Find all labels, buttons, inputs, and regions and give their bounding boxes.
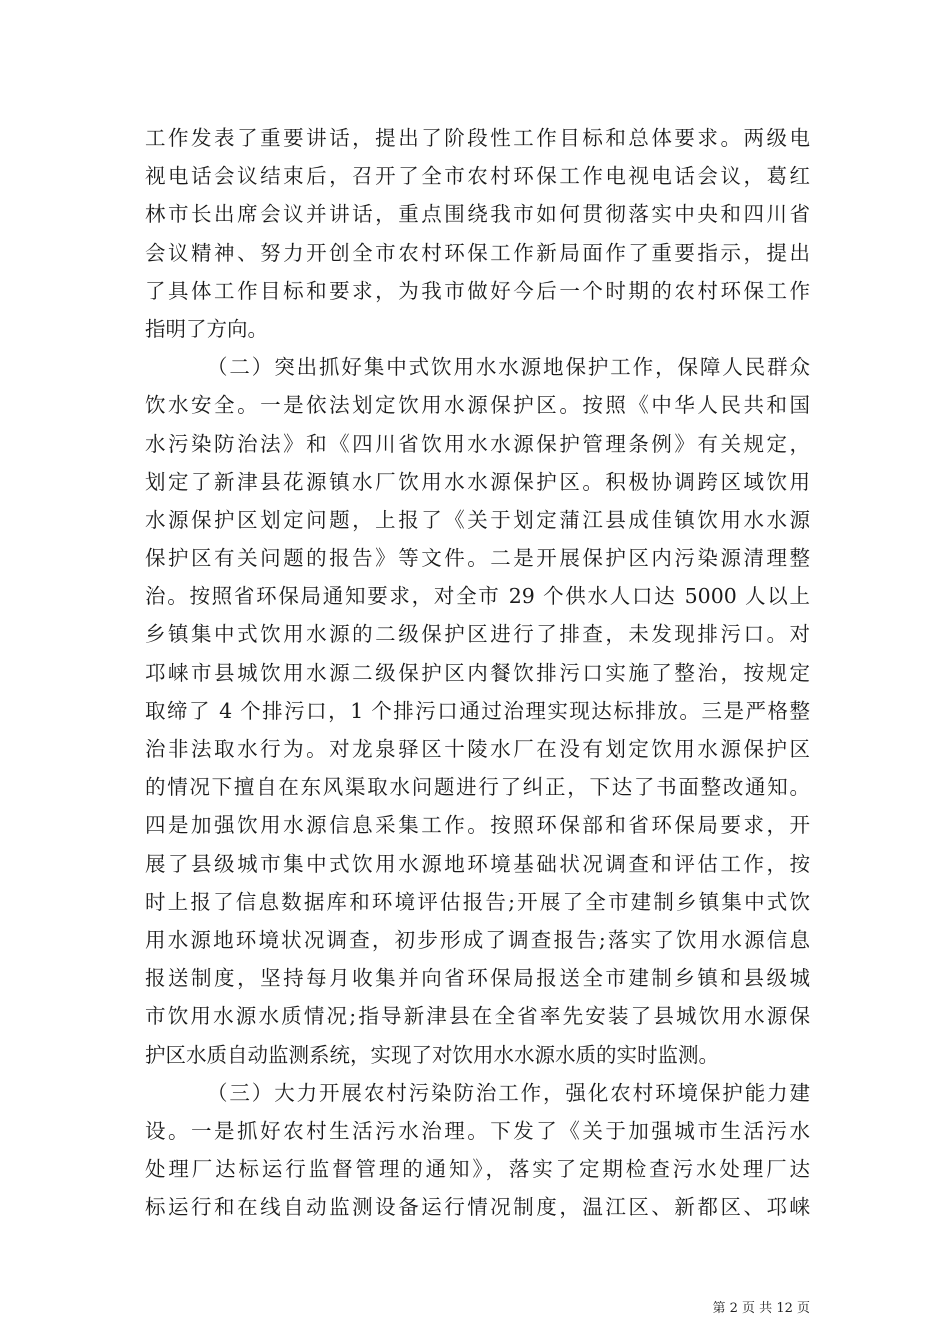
text-line: 时上报了信息数据库和环境评估报告;开展了全市建制乡镇集中式饮 [145,889,810,914]
text-line: 了具体工作目标和要求，为我市做好今后一个时期的农村环保工作 [145,278,810,303]
text-line: 市饮用水源水质情况;指导新津县在全省率先安装了县城饮用水源保 [145,1004,810,1029]
paragraph [145,348,810,1074]
text-line: 饮水安全。一是依法划定饮用水源保护区。按照《中华人民共和国 [145,393,810,418]
text-line: 乡镇集中式饮用水源的二级保护区进行了排查，未发现排污口。对 [145,622,810,647]
text-line: 处理厂达标运行监督管理的通知》，落实了定期检查污水处理厂达 [145,1157,810,1182]
text-line: 指明了方向。 [145,316,268,341]
text-line: 的情况下擅自在东风渠取水问题进行了纠正，下达了书面整改通知。 [145,775,810,800]
text-line: 用水源地环境状况调查，初步形成了调查报告;落实了饮用水源信息 [145,927,810,952]
text-line: 报送制度，坚持每月收集并向省环保局报送全市建制乡镇和县级城 [145,966,810,991]
text-line: 取缔了 4 个排污口，1 个排污口通过治理实现达标排放。三是严格整 [145,698,810,723]
text-line: 护区水质自动监测系统，实现了对饮用水水源水质的实时监测。 [145,1042,719,1067]
text-line: 视电话会议结束后，召开了全市农村环保工作电视电话会议，葛红 [145,164,810,189]
text-line: 治非法取水行为。对龙泉驿区十陵水厂在没有划定饮用水源保护区 [145,737,810,761]
text-line: 展了县级城市集中式饮用水源地环境基础状况调查和评估工作，按 [145,851,810,876]
text-line: （二）突出抓好集中式饮用水水源地保护工作，保障人民群众 [207,355,810,380]
text-line: 水污染防治法》和《四川省饮用水水源保护管理条例》有关规定， [145,431,810,456]
page-number-footer: 第 2 页 共 12 页 [712,1301,810,1316]
text-line: 水源保护区划定问题，上报了《关于划定蒲江县成佳镇饮用水水源 [145,507,810,532]
paragraph [145,1074,810,1227]
text-line: 设。一是抓好农村生活污水治理。下发了《关于加强城市生活污水 [145,1118,810,1143]
body-text [145,119,810,1226]
paragraph [145,119,810,348]
text-line: 工作发表了重要讲话，提出了阶段性工作目标和总体要求。两级电 [145,126,810,150]
text-line: 林市长出席会议并讲话，重点围绕我市如何贯彻落实中央和四川省 [145,202,810,227]
text-line: 邛崃市县城饮用水源二级保护区内餐饮排污口实施了整治，按规定 [145,660,810,685]
text-line: 四是加强饮用水源信息采集工作。按照环保部和省环保局要求，开 [145,813,810,838]
text-line: （三）大力开展农村污染防治工作，强化农村环境保护能力建 [207,1080,810,1105]
text-line: 治。按照省环保局通知要求，对全市 29 个供水人口达 5000 人以上 [145,584,810,609]
text-line: 会议精神、努力开创全市农村环保工作新局面作了重要指示，提出 [145,240,810,265]
text-line: 标运行和在线自动监测设备运行情况制度，温江区、新都区、邛崃 [145,1195,810,1220]
text-line: 划定了新津县花源镇水厂饮用水水源保护区。积极协调跨区域饮用 [145,469,810,494]
text-line: 保护区有关问题的报告》等文件。二是开展保护区内污染源清理整 [145,546,810,571]
